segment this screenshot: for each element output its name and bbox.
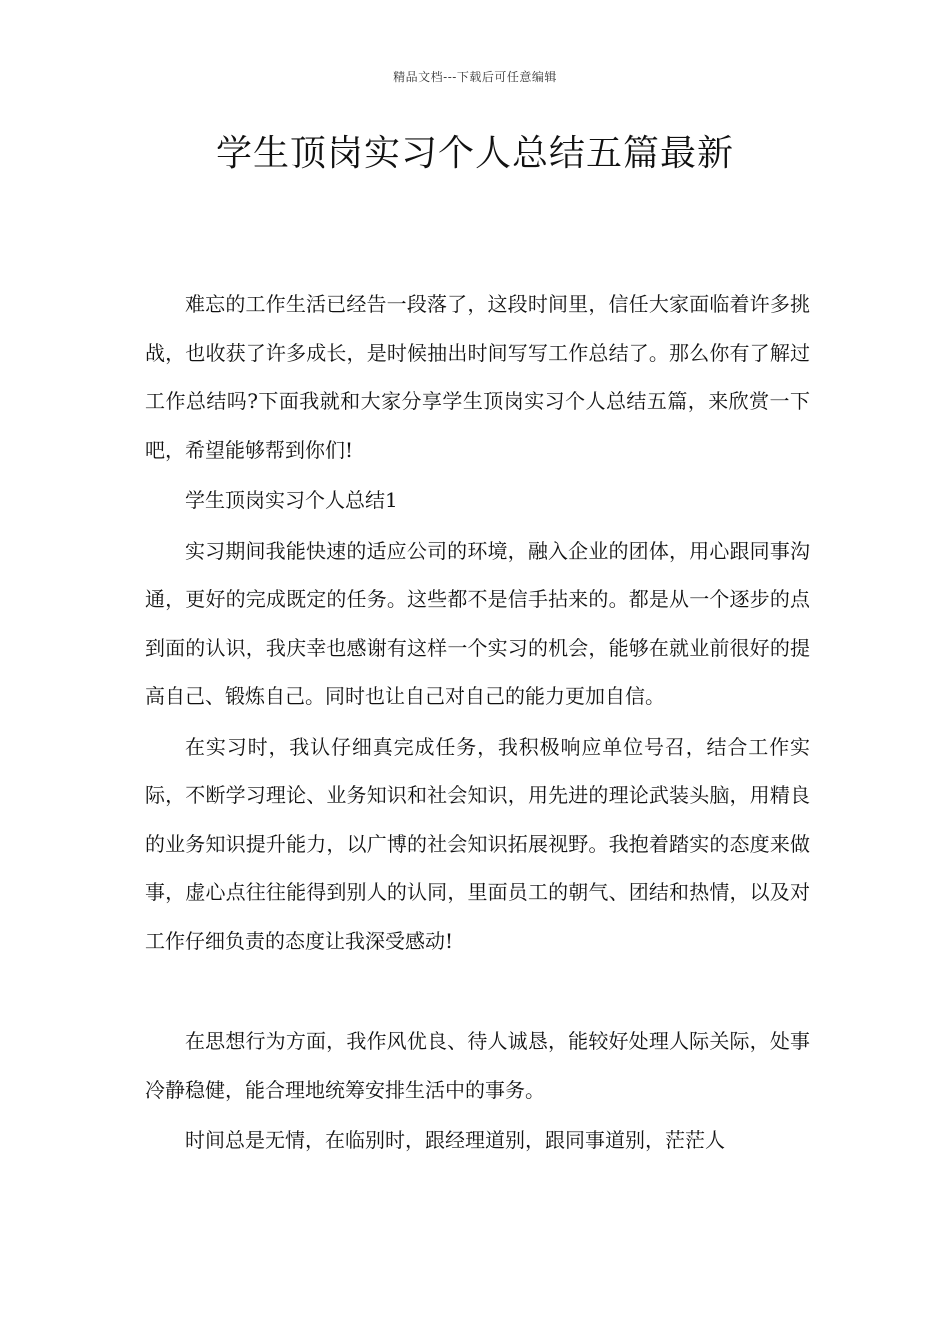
body-paragraph-2: 在实习时，我认仔细真完成任务，我积极响应单位号召，结合工作实际，不断学习理论、业务知识和社会知识，用先进的理论武装头脑，用精良的业务知识提升能力，以广博的社会知识拓展视野。我抱着踏实的态度来做事，虚心点往往能得到别人的认同，里面员工的朝气、团结和热情，以及对工作仔细负责的态度让我深受感动!	[145, 734, 810, 953]
section-heading-1: 学生顶岗实习个人总结1	[185, 488, 398, 512]
body-paragraph-3: 在思想行为方面，我作风优良、待人诚恳，能较好处理人际关际，处事冷静稳健，能合理地统筹安排生活中的事务。	[145, 1029, 810, 1102]
body-paragraph-4: 时间总是无情，在临别时，跟经理道别，跟同事道别，茫茫人	[185, 1128, 725, 1152]
intro-paragraph: 难忘的工作生活已经告一段落了，这段时间里，信任大家面临着许多挑战，也收获了许多成长，是时候抽出时间写写工作总结了。那么你有了解过工作总结吗?下面我就和大家分享学生顶岗实习个人总结五篇，来欣赏一下吧，希望能够帮到你们!	[145, 292, 810, 462]
document-body	[145, 280, 810, 1167]
header-note: 精品文档---下载后可任意编辑	[393, 70, 557, 84]
body-paragraph-1: 实习期间我能快速的适应公司的环境，融入企业的团体，用心跟同事沟通，更好的完成既定的任务。这些都不是信手拈来的。都是从一个逐步的点到面的认识，我庆幸也感谢有这样一个实习的机会，能够在就业前很好的提高自己、锻炼自己。同时也让自己对自己的能力更加自信。	[145, 538, 810, 708]
document-title: 学生顶岗实习个人总结五篇最新	[215, 133, 734, 174]
